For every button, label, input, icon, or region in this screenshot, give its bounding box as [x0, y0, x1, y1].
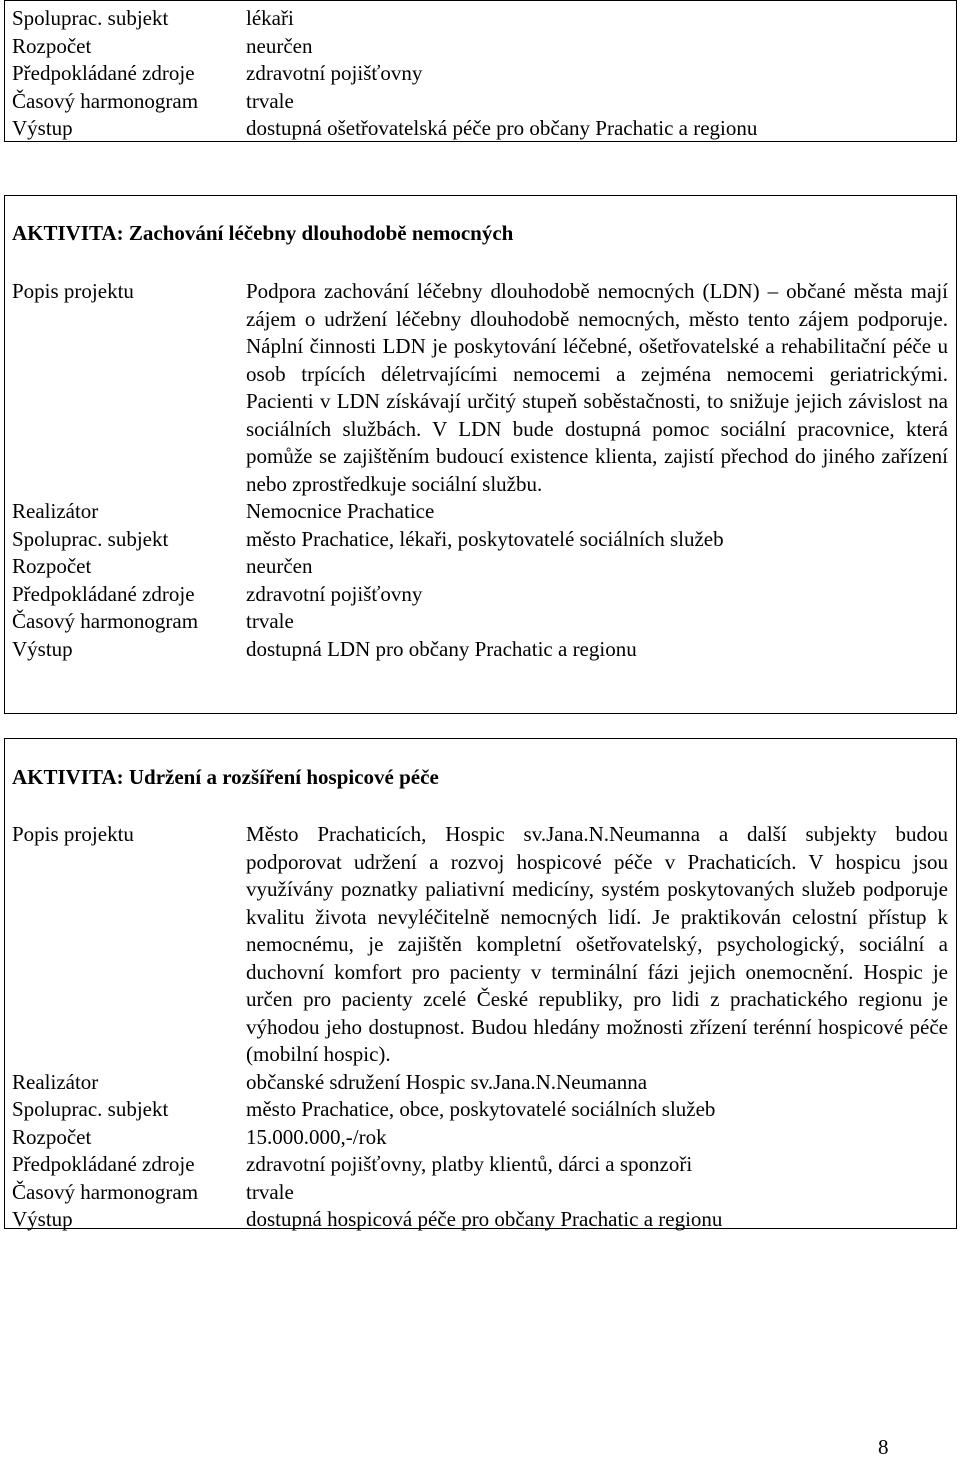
- row-label: Časový harmonogram: [12, 609, 199, 633]
- row-value: lékaři: [246, 6, 294, 30]
- row-value: zdravotní pojišťovny, platby klientů, dárci a sponzoři: [246, 1152, 693, 1176]
- table-row-partner: [12, 5, 948, 33]
- activity-heading: AKTIVITA: Udržení a rozšíření hospicové péče: [12, 765, 439, 789]
- row-label: Výstup: [12, 636, 73, 661]
- row-value: trvale: [246, 1179, 294, 1204]
- table-row-description: [12, 821, 948, 1069]
- row-value: město Prachatice, obce, poskytovatelé sociálních služeb: [246, 1097, 716, 1121]
- table-row-implementer: [12, 498, 948, 526]
- row-value: neurčen: [246, 554, 313, 578]
- row-value: Nemocnice Prachatice: [246, 499, 435, 523]
- row-label: Předpokládané zdroje: [12, 1152, 195, 1176]
- row-label: Spoluprac. subjekt: [12, 6, 169, 30]
- row-label: Realizátor: [12, 1069, 99, 1094]
- row-label: Předpokládané zdroje: [12, 61, 195, 85]
- row-label: Časový harmonogram: [12, 88, 199, 113]
- table-row-budget: [12, 33, 948, 61]
- row-label: Rozpočet: [12, 33, 92, 58]
- row-value: zdravotní pojišťovny: [246, 61, 423, 85]
- row-value: trvale: [246, 609, 294, 633]
- row-label: Výstup: [12, 116, 73, 140]
- row-label: Předpokládané zdroje: [12, 581, 195, 606]
- row-value: Město Prachaticích, Hospic sv.Jana.N.Neumanna a další subjekty budou podporovat udržení a rozvoj hospicové péče v Prachaticích. V hospicu jsou využívány poznatky paliativní medicíny, systém poskytovaných služeb podporuje kvalitu života nevyléčitelně nemocných lidí. Je praktikován celostní přístup k nemocnému, je zajištěn kompletní ošetřovatelský, psychologický, sociální a duchovní komfort pro pacienty v terminální fázi jejich onemocnění. Hospic je určen pro pacienty zcelé České republiky, pro lidi z prachatického regionu je výhodou jeho dostupnost. Budou hledány možnosti zřízení terénní hospicové péče (mobilní hospic).: [246, 822, 948, 1066]
- row-value: dostupná LDN pro občany Prachatic a regionu: [246, 636, 637, 661]
- row-value: Podpora zachování léčebny dlouhodobě nemocných (LDN) – občané města mají zájem o udržení léčebny dlouhodobě nemocných, město tento zájem podporuje. Náplní činnosti LDN je poskytování léčebné, ošetřovatelské a rehabilitační péče u osob trpících déletrvajícími nemocemi a zejména nemocemi geriatrickými. Pacienti v LDN získávají určitý stupeň soběstačnosti, to snižuje jejich závislost na sociálních službách. V LDN bude dostupná pomoc sociální pracovnice, která pomůže se zajištěním budoucí existence klienta, zajistí přechod do jiného zařízení nebo zprostředkuje sociální službu.: [246, 279, 948, 496]
- table-row-sources: [12, 581, 948, 609]
- table-rows: [12, 821, 948, 1234]
- row-value: 15.000.000,-/rok: [246, 1124, 387, 1149]
- table-row-partner: [12, 526, 948, 554]
- table-row-schedule: [12, 88, 948, 116]
- row-label: Realizátor: [12, 499, 99, 523]
- row-label: Časový harmonogram: [12, 1179, 199, 1204]
- table-row-output: [12, 636, 948, 664]
- table-rows: [12, 5, 948, 143]
- row-label: Spoluprac. subjekt: [12, 1097, 169, 1121]
- row-label: Rozpočet: [12, 1124, 92, 1149]
- row-value: dostupná ošetřovatelská péče pro občany Prachatic a regionu: [246, 116, 758, 140]
- table-row-schedule: [12, 1179, 948, 1207]
- row-value: trvale: [246, 88, 294, 113]
- row-value: dostupná hospicová péče pro občany Prachatic a regionu: [246, 1207, 723, 1231]
- row-label: Rozpočet: [12, 554, 92, 578]
- table-row-partner: [12, 1096, 948, 1124]
- row-label: Výstup: [12, 1207, 73, 1231]
- row-value: zdravotní pojišťovny: [246, 581, 423, 606]
- table-row-sources: [12, 1151, 948, 1179]
- activity-hospice-table: [4, 738, 957, 1229]
- row-label: Popis projektu: [12, 279, 134, 303]
- table-row-sources: [12, 60, 948, 88]
- table-rows: [12, 278, 948, 663]
- activity-heading: AKTIVITA: Zachování léčebny dlouhodobě nemocných: [12, 221, 514, 245]
- row-value: město Prachatice, lékaři, poskytovatelé sociálních služeb: [246, 526, 724, 551]
- table-row-description: [12, 278, 948, 498]
- table-row-budget: [12, 1124, 948, 1152]
- row-value: neurčen: [246, 33, 313, 58]
- page-number: 8: [878, 1435, 889, 1459]
- row-value: občanské sdružení Hospic sv.Jana.N.Neumanna: [246, 1069, 648, 1094]
- project-table-continued: [4, 0, 957, 142]
- row-label: Spoluprac. subjekt: [12, 526, 169, 551]
- table-row-output: [12, 115, 948, 143]
- row-label: Popis projektu: [12, 822, 134, 846]
- activity-ldn-table: [4, 195, 957, 714]
- table-row-schedule: [12, 608, 948, 636]
- table-row-output: [12, 1206, 948, 1234]
- table-row-implementer: [12, 1069, 948, 1097]
- table-row-budget: [12, 553, 948, 581]
